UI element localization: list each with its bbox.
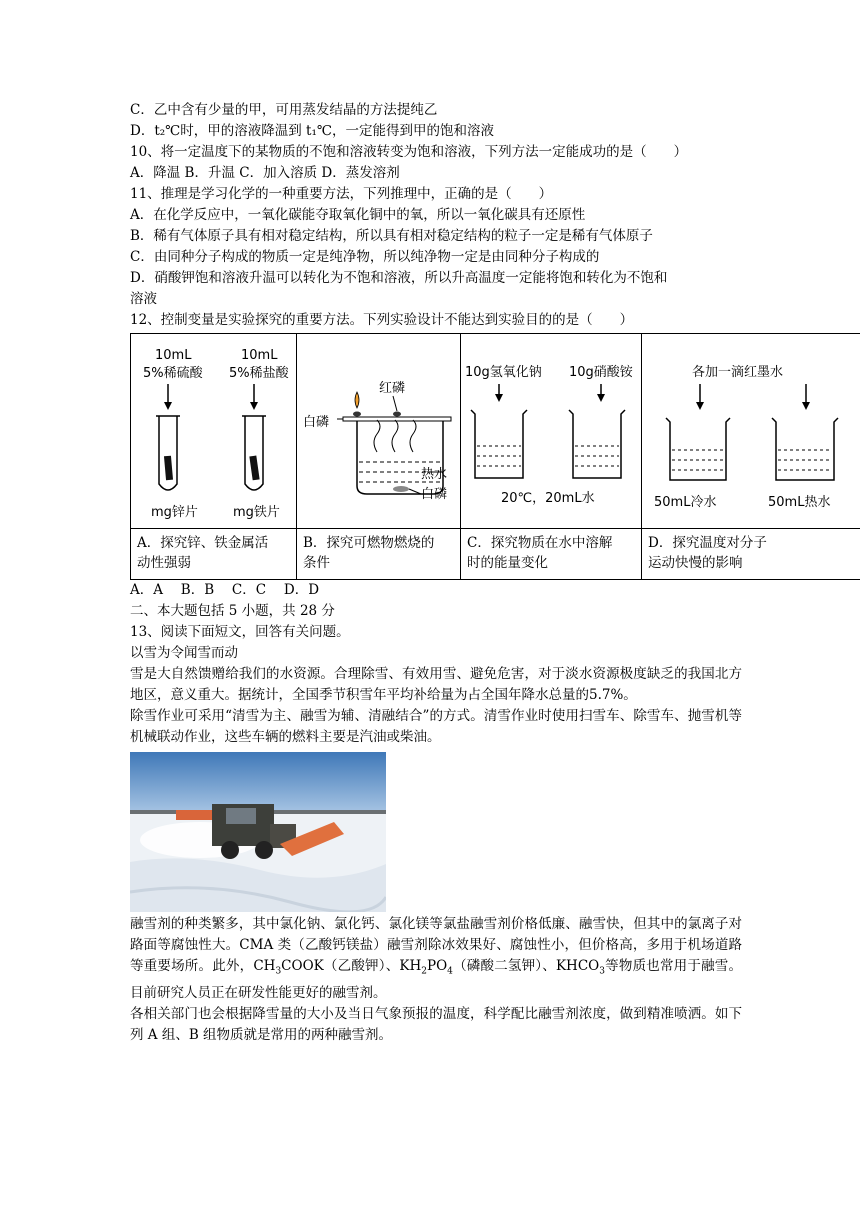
snowplow-photo bbox=[130, 752, 386, 912]
label-white-phosphorus-top: 白磷 bbox=[303, 415, 330, 430]
label-hot-water-d: 50mL热水 bbox=[768, 495, 831, 510]
figure-d-cell bbox=[642, 334, 860, 529]
label-zinc: mg锌片 bbox=[151, 505, 198, 520]
q11-option-d: D．硝酸钾饱和溶液升温可以转化为不饱和溶液，所以升高温度一定能将饱和转化为不饱和 bbox=[130, 270, 668, 286]
q12-options: A．A B．B C．C D．D bbox=[130, 582, 320, 598]
figure-d-diffusion bbox=[642, 334, 860, 524]
article-title: 以雪为令闻雪而动 bbox=[130, 645, 238, 661]
q11-option-b: B．稀有气体原子具有相对稳定结构，所以具有相对稳定结构的粒子一定是稀有气体原子 bbox=[130, 228, 653, 244]
q10-stem: 10、将一定温度下的某物质的不饱和溶液转变为饱和溶液，下列方法一定能成功的是（ ） bbox=[130, 144, 688, 160]
caption-a: A．探究锌、铁金属活 动性强弱 bbox=[131, 529, 297, 580]
figure-b-phosphorus bbox=[297, 334, 461, 524]
label-a-left-acid: 5%稀硫酸 bbox=[143, 366, 203, 381]
article-paragraph-4: 各相关部门也会根据降雪量的大小及当日气象预报的温度，科学配比融雪剂浓度，做到精准喷洒。如下列 A 组、B 组物质就是常用的两种融雪剂。 bbox=[130, 1005, 742, 1043]
caption-d: D．探究温度对分子 运动快慢的影响 bbox=[642, 529, 860, 580]
label-a-right-volume: 10mL bbox=[241, 348, 278, 363]
figure-c-cell bbox=[461, 334, 642, 529]
label-condition: 20℃，20mL水 bbox=[501, 491, 595, 506]
caption-b: B．探究可燃物燃烧的 条件 bbox=[297, 529, 461, 580]
label-nh4no3: 10g硝酸铵 bbox=[569, 365, 633, 380]
exam-page bbox=[130, 100, 831, 1046]
q13-stem: 13、阅读下面短文，回答有关问题。 bbox=[130, 624, 350, 640]
label-naoh: 10g氢氧化钠 bbox=[465, 365, 542, 380]
article-paragraph-1: 雪是大自然馈赠给我们的水资源。合理除雪、有效用雪、避免危害，对于淡水资源极度缺乏的我国北方地区，意义重大。据统计，全国季节积雪年平均补给量为占全国年降水总量的5.7%。 bbox=[130, 666, 742, 703]
label-iron: mg铁片 bbox=[233, 505, 280, 520]
q11-option-c: C．由同种分子构成的物质一定是纯净物，所以纯净物一定是由同种分子构成的 bbox=[130, 249, 600, 265]
q10-options: A．降温 B．升温 C．加入溶质 D．蒸发溶剂 bbox=[130, 165, 400, 181]
q11-option-a: A．在化学反应中，一氧化碳能夺取氧化铜中的氧，所以一氧化碳具有还原性 bbox=[130, 207, 586, 223]
experiment-table bbox=[130, 333, 860, 580]
q11-stem: 11、推理是学习化学的一种重要方法，下列推理中，正确的是（ ） bbox=[130, 186, 553, 202]
figure-b-cell bbox=[297, 334, 461, 529]
caption-c: C．探究物质在水中溶解 时的能量变化 bbox=[461, 529, 642, 580]
q12-stem: 12、控制变量是实验探究的重要方法。下列实验设计不能达到实验目的的是（ ） bbox=[130, 312, 634, 328]
figure-a-test-tubes bbox=[131, 334, 297, 524]
article-paragraph-3: 融雪剂的种类繁多，其中氯化钠、氯化钙、氯化镁等氯盐融雪剂价格低廉、融雪快，但其中的氯离子对路面等腐蚀性大。CMA 类（乙酸钙镁盐）融雪剂除冰效果好、腐蚀性小，但价格高，多用于机场道路等重要场所。此外，$CH_3COOK$（乙酸钾）、$KH_2PO_4$（磷酸二氢钾）、$KHCO_3$等物质也常用于融雪。目前研究人员正在研发性能更好的融雪剂。 bbox=[130, 916, 742, 1001]
section-2-heading: 二、本大题包括 5 小题，共 28 分 bbox=[130, 603, 335, 619]
q9-option-d: D．t₂℃时，甲的溶液降温到 t₁℃，一定能得到甲的饱和溶液 bbox=[130, 123, 494, 139]
label-cold-water: 50mL冷水 bbox=[654, 495, 717, 510]
article-paragraph-2: 除雪作业可采用“清雪为主、融雪为辅、清融结合”的方式。清雪作业时使用扫雪车、除雪车、抛雪机等机械联动作业，这些车辆的燃料主要是汽油或柴油。 bbox=[130, 708, 742, 745]
label-a-right-acid: 5%稀盐酸 bbox=[229, 366, 289, 381]
q11-option-d-cont: 溶液 bbox=[130, 291, 157, 307]
q9-option-c: C．乙中含有少量的甲，可用蒸发结晶的方法提纯乙 bbox=[130, 102, 438, 118]
label-red-ink: 各加一滴红墨水 bbox=[692, 365, 784, 380]
label-hot-water: 热水 bbox=[421, 467, 448, 482]
figure-a-cell bbox=[131, 334, 297, 529]
label-white-phosphorus-bottom: 白磷 bbox=[421, 487, 448, 502]
label-red-phosphorus: 红磷 bbox=[379, 381, 406, 396]
label-a-left-volume: 10mL bbox=[155, 348, 192, 363]
figure-c-dissolving bbox=[461, 334, 642, 524]
